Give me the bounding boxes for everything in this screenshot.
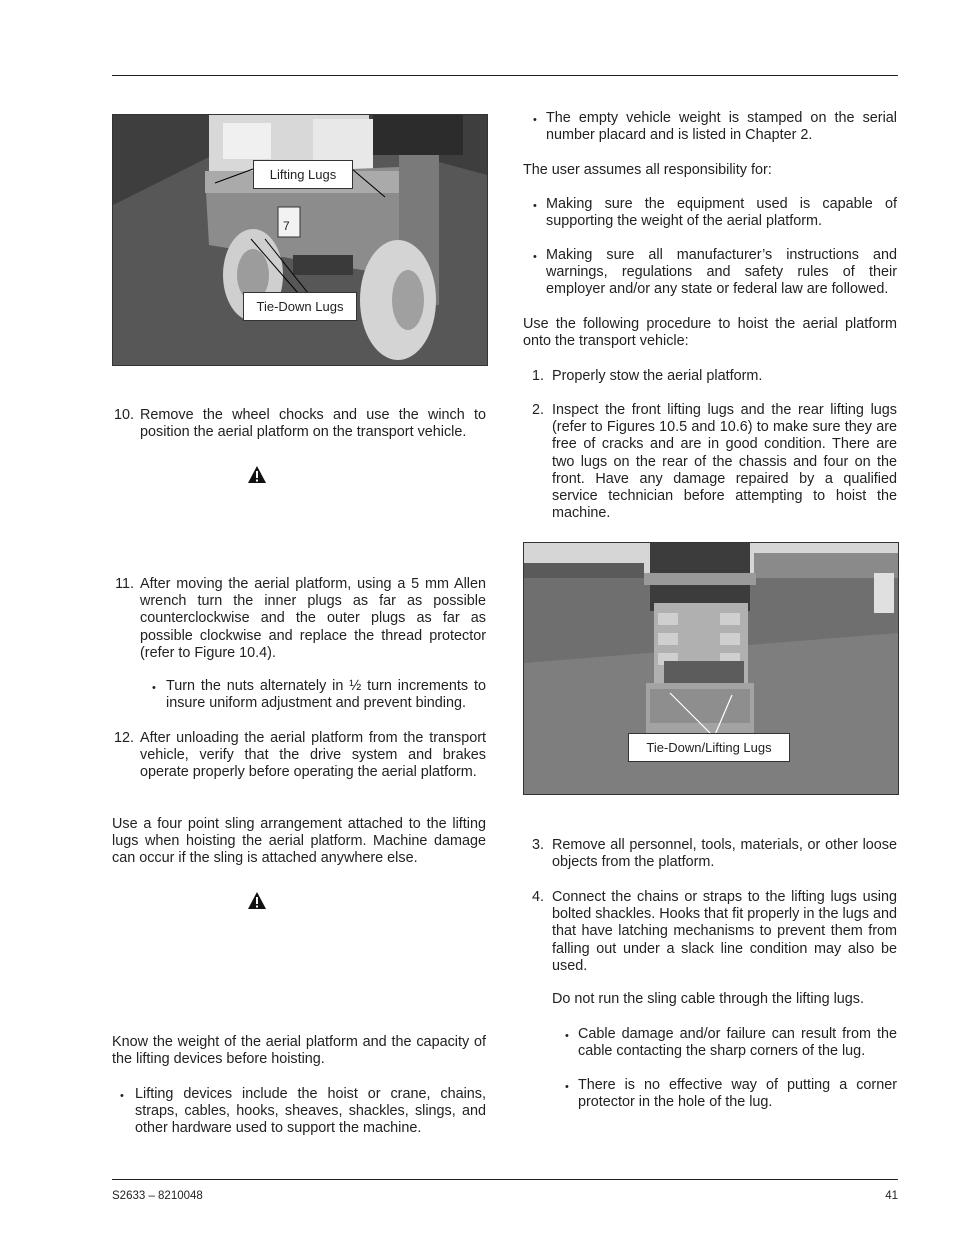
bullet-icon: • <box>533 114 537 126</box>
bullet-icon: • <box>533 200 537 212</box>
warning-triangle-icon <box>247 891 267 910</box>
step-1-number: 1. <box>531 368 544 384</box>
figure-rear-lugs-photo <box>112 114 488 366</box>
step-3-number: 3. <box>531 837 544 853</box>
step-1-text: Properly stow the aerial platform. <box>552 368 763 384</box>
callout-tie-down-lifting-lugs: Tie-Down/Lifting Lugs <box>628 733 790 762</box>
step-11-number: 11. <box>115 576 134 592</box>
step-10-text: Remove the wheel chocks and use the winch to position the aerial platform on the transport vehicle. <box>140 407 486 441</box>
bullet-icon: • <box>565 1081 569 1093</box>
bullet-icon: • <box>120 1090 124 1102</box>
step-11-text: After moving the aerial platform, using a 5 mm Allen wrench turn the inner plugs as far as possible counterclockwise and the outer plugs as far as possible clockwise and replace the thread protector (refer to Figure 10.4). <box>140 576 486 661</box>
cable-damage-bullet: Cable damage and/or failure can result from the cable contacting the sharp corners of the lug. <box>578 1026 897 1060</box>
bullet-icon: • <box>565 1030 569 1042</box>
hoist-procedure-intro: Use the following procedure to hoist the aerial platform onto the transport vehicle: <box>523 316 897 350</box>
step-3-text: Remove all personnel, tools, materials, or other loose objects from the platform. <box>552 837 897 871</box>
user-responsibility-heading: The user assumes all responsibility for: <box>523 162 772 178</box>
bullet-icon: • <box>152 682 156 694</box>
lifting-devices-bullet: Lifting devices include the hoist or crane, chains, straps, cables, hooks, sheaves, shackles, slings, and other hardware used to support the machine. <box>135 1086 486 1137</box>
responsibility-bullet-2: Making sure all manufacturer’s instructions and warnings, regulations and safety rules of their employer and/or any state or federal law are followed. <box>546 247 897 298</box>
footer-rule <box>112 1179 898 1180</box>
header-rule <box>112 75 898 76</box>
responsibility-bullet-1: Making sure the equipment used is capable of supporting the weight of the aerial platform. <box>546 196 897 230</box>
step-12-number: 12. <box>113 730 134 746</box>
callout-tie-down-lugs: Tie-Down Lugs <box>243 292 357 321</box>
svg-text:7: 7 <box>283 219 290 233</box>
sling-arrangement-paragraph: Use a four point sling arrangement attached to the lifting lugs when hoisting the aerial platform. Machine damage can occur if the sling is attached anywhere else. <box>112 816 486 867</box>
step-10-number: 10. <box>113 407 134 423</box>
step-2-number: 2. <box>531 402 544 418</box>
vehicle-weight-bullet: The empty vehicle weight is stamped on the serial number placard and is listed in Chapter 2. <box>546 110 897 144</box>
corner-protector-bullet: There is no effective way of putting a corner protector in the hole of the lug. <box>578 1077 897 1111</box>
figure-front-lugs-photo <box>523 542 899 795</box>
footer-document-id: S2633 – 8210048 <box>112 1190 203 1202</box>
step-4-number: 4. <box>531 889 544 905</box>
warning-triangle-icon <box>247 465 267 484</box>
callout-lifting-lugs: Lifting Lugs <box>253 160 353 189</box>
footer-page-number: 41 <box>885 1190 898 1202</box>
step-2-text: Inspect the front lifting lugs and the rear lifting lugs (refer to Figures 10.5 and 10.6) to make sure they are free of cracks and are in good condition. There are two lugs on the rear of the chassis and four on the front. Have any damage repaired by a qualified service technician before attempting to hoist the machine. <box>552 402 897 522</box>
bullet-icon: • <box>533 251 537 263</box>
figure1-leader-lines <box>113 115 487 365</box>
sling-cable-note: Do not run the sling cable through the lifting lugs. <box>552 991 864 1007</box>
know-weight-paragraph: Know the weight of the aerial platform and the capacity of the lifting devices before hoisting. <box>112 1034 486 1068</box>
step-12-text: After unloading the aerial platform from the transport vehicle, verify that the drive system and brakes operate properly before operating the aerial platform. <box>140 730 486 781</box>
step-11-bullet: Turn the nuts alternately in ½ turn increments to insure uniform adjustment and prevent binding. <box>166 678 486 712</box>
step-4-text: Connect the chains or straps to the lifting lugs using bolted shackles. Hooks that fit properly in the lugs and that have latching mechanisms to prevent them from falling out under a slack line condition may also be used. <box>552 889 897 974</box>
